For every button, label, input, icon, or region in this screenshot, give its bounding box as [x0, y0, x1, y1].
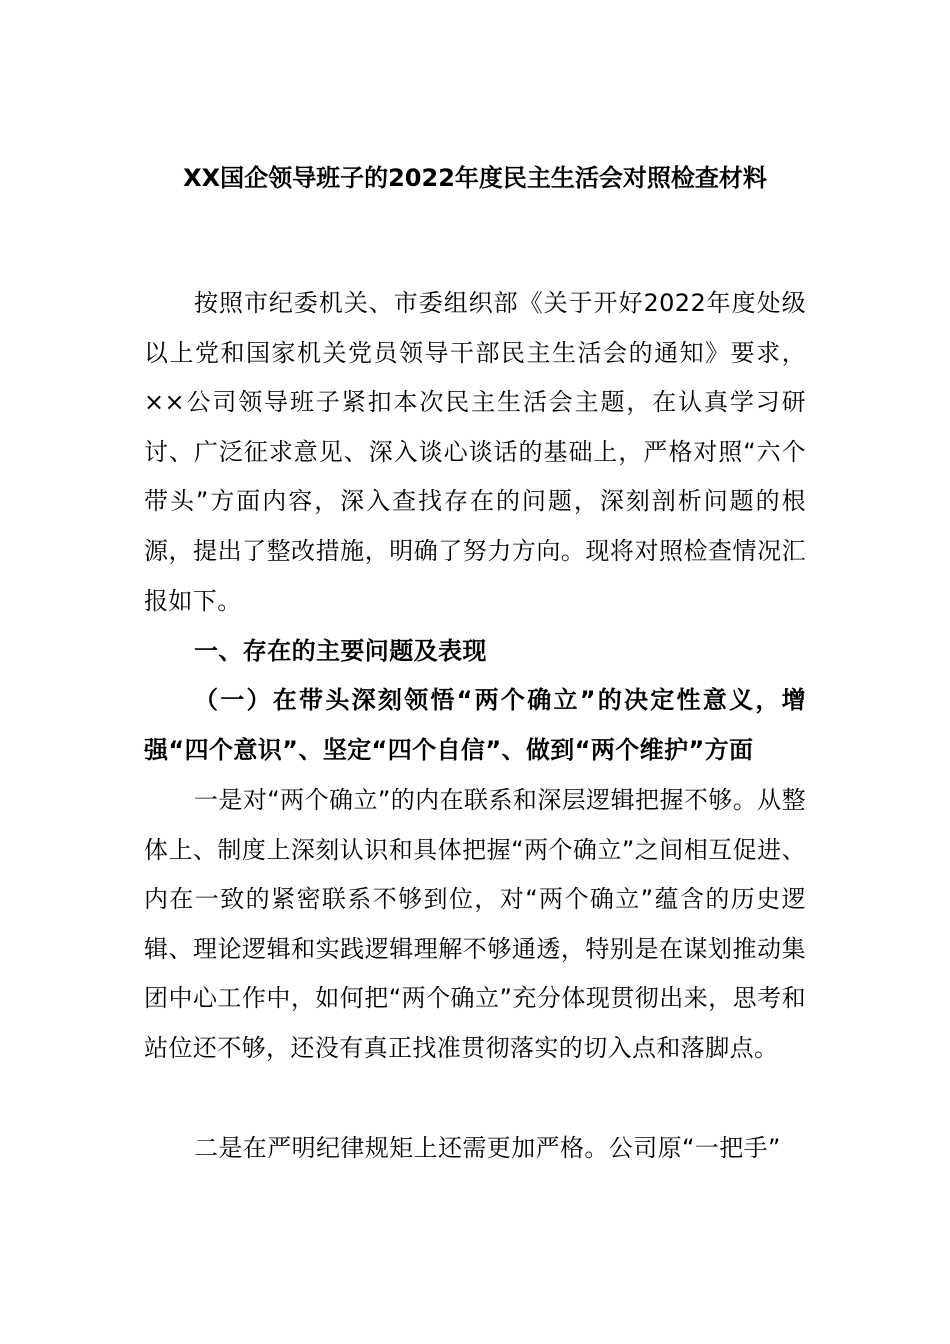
subsection-heading-1: （一）在带头深刻领悟“两个确立”的决定性意义，增强“四个意识”、坚定“四个自信”、做到“两个维护”方面	[144, 686, 806, 764]
document-title: XX国企领导班子的2022年度民主生活会对照检查材料	[183, 164, 767, 192]
section-heading-1: 一、存在的主要问题及表现	[194, 637, 487, 665]
intro-paragraph: 按照市纪委机关、市委组织部《关于开好2022年度处级以上党和国家机关党员领导干部民主生活会的通知》要求，××公司领导班子紧扣本次民主生活会主题，在认真学习研讨、广泛征求意见、深入谈心谈话的基础上，严格对照“六个带头”方面内容，深入查找存在的问题，深刻剖析问题的根源，提出了整改措施，明确了努力方向。现将对照检查情况汇报如下。	[144, 289, 806, 615]
problem-point-1: 一是对“两个确立”的内在联系和深层逻辑把握不够。从整体上、制度上深刻认识和具体把握“两个确立”之间相互促进、内在一致的紧密联系不够到位，对“两个确立”蕴含的历史逻辑、理论逻辑和实践逻辑理解不够通透，特别是在谋划推动集团中心工作中，如何把“两个确立”充分体现贯彻出来，思考和站位还不够，还没有真正找准贯彻落实的切入点和落脚点。	[144, 786, 806, 1062]
problem-point-2: 二是在严明纪律规矩上还需更加严格。公司原“一把手”	[194, 1134, 781, 1162]
